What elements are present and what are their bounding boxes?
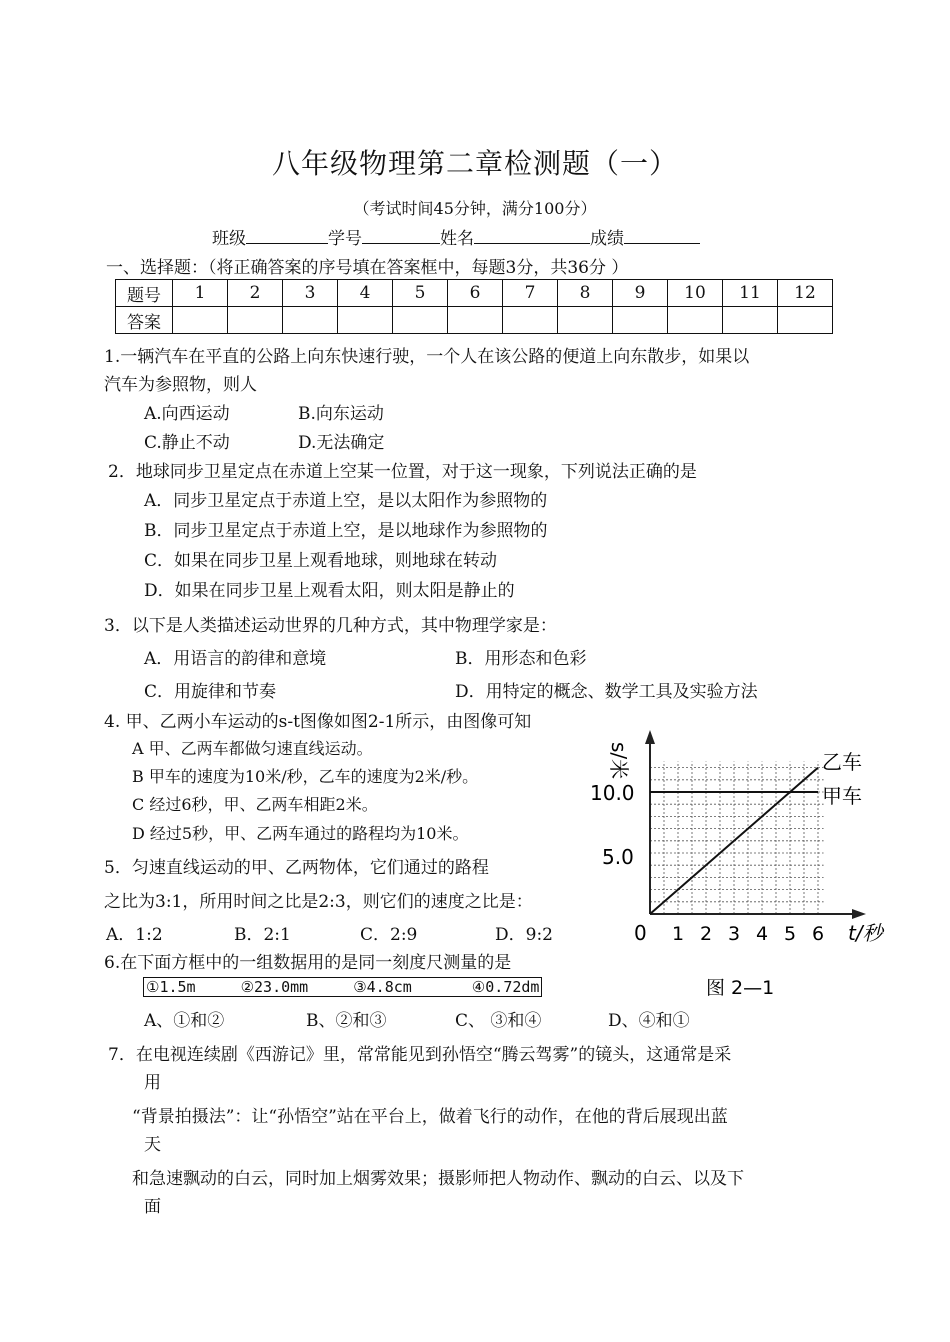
answer-cell[interactable] bbox=[393, 307, 448, 334]
number-cell: 3 bbox=[283, 280, 338, 307]
id-field[interactable] bbox=[362, 227, 440, 244]
row-label: 题号 bbox=[116, 280, 173, 307]
q3-stem: 3．以下是人类描述运动世界的几种方式，其中物理学家是： bbox=[104, 616, 557, 636]
q5-option-c: C．2:9 bbox=[360, 925, 418, 945]
answer-cell[interactable] bbox=[503, 307, 558, 334]
row-label: 答案 bbox=[116, 307, 173, 334]
q5-option-b: B．2:1 bbox=[234, 925, 291, 945]
y-axis-label: s/米 bbox=[607, 742, 631, 780]
number-cell: 5 bbox=[393, 280, 448, 307]
x-axis-arrow bbox=[852, 909, 866, 919]
number-cell: 4 bbox=[338, 280, 393, 307]
answer-cell[interactable] bbox=[338, 307, 393, 334]
answer-cell[interactable] bbox=[173, 307, 228, 334]
answer-cell[interactable] bbox=[778, 307, 833, 334]
y-tick-label: 5.0 bbox=[602, 845, 634, 869]
answer-cell[interactable] bbox=[228, 307, 283, 334]
q4-option-a: A 甲、乙两车都做匀速直线运动。 bbox=[132, 739, 373, 758]
q6-option-d: D、④和① bbox=[608, 1011, 690, 1031]
q5-stem-cont: 之比为3:1，所用时间之比是2:3，则它们的速度之比是： bbox=[104, 892, 533, 912]
q6-option-a: A、①和② bbox=[144, 1011, 225, 1031]
q1-option-d: D.无法确定 bbox=[298, 433, 385, 453]
number-cell: 9 bbox=[613, 280, 668, 307]
x-tick-label: 1 bbox=[672, 923, 685, 945]
q1-option-b: B.向东运动 bbox=[298, 404, 384, 424]
q4-option-b: B 甲车的速度为10米/秒，乙车的速度为2米/秒。 bbox=[132, 767, 479, 786]
q1-stem-cont: 汽车为参照物，则人 bbox=[104, 375, 257, 395]
student-info-row bbox=[212, 224, 700, 249]
class-field[interactable] bbox=[246, 227, 328, 244]
q7-line3: 和急速飘动的白云，同时加上烟雾效果；摄影师把人物动作、飘动的白云、以及下 bbox=[132, 1169, 744, 1189]
number-cell: 11 bbox=[723, 280, 778, 307]
answer-cell[interactable] bbox=[283, 307, 338, 334]
answer-cell[interactable] bbox=[613, 307, 668, 334]
q7-line3-wrap: 面 bbox=[144, 1197, 161, 1217]
y-tick-label: 10.0 bbox=[590, 781, 635, 805]
number-cell: 10 bbox=[668, 280, 723, 307]
answer-cell[interactable] bbox=[723, 307, 778, 334]
table-row bbox=[116, 307, 833, 334]
exam-info: （考试时间45分钟，满分100分） bbox=[353, 199, 597, 218]
q5-option-a: A．1:2 bbox=[106, 925, 163, 945]
x-tick-label: 2 bbox=[700, 923, 713, 945]
answer-cell[interactable] bbox=[558, 307, 613, 334]
q7-line1-wrap: 用 bbox=[144, 1073, 161, 1093]
page-title: 八年级物理第二章检测题（一） bbox=[271, 147, 678, 180]
q1-option-c: C.静止不动 bbox=[144, 433, 230, 453]
name-label: 姓名 bbox=[440, 229, 474, 249]
q1-stem: 1.一辆汽车在平直的公路上向东快速行驶，一个人在该公路的便道上向东散步，如果以 bbox=[104, 347, 750, 367]
q7-line2-wrap: 天 bbox=[144, 1135, 161, 1155]
number-cell: 8 bbox=[558, 280, 613, 307]
q3-option-b: B．用形态和色彩 bbox=[455, 649, 587, 669]
section-heading: 一、选择题：（将正确答案的序号填在答案框中，每题3分，共36分 ） bbox=[106, 258, 629, 278]
q4-stem: 4. 甲、乙两小车运动的s-t图像如图2-1所示，由图像可知 bbox=[104, 712, 532, 732]
series-label-yi: 乙车 bbox=[822, 750, 862, 774]
st-graph bbox=[590, 728, 920, 1008]
q4-option-c: C 经过6秒，甲、乙两车相距2米。 bbox=[132, 795, 378, 814]
origin-label: 0 bbox=[634, 921, 647, 945]
x-tick-label: 6 bbox=[812, 923, 825, 945]
q6-box-text: ①1.5m ②23.0mm ③4.8cm ④0.72dm bbox=[143, 977, 542, 997]
q4-option-d: D 经过5秒，甲、乙两车通过的路程均为10米。 bbox=[132, 824, 469, 843]
answer-cell[interactable] bbox=[668, 307, 723, 334]
q6-stem: 6.在下面方框中的一组数据用的是同一刻度尺测量的是 bbox=[104, 953, 512, 973]
name-field[interactable] bbox=[474, 227, 590, 244]
number-cell: 2 bbox=[228, 280, 283, 307]
q2-stem: 2．地球同步卫星定点在赤道上空某一位置，对于这一现象，下列说法正确的是 bbox=[108, 462, 697, 482]
number-cell: 1 bbox=[173, 280, 228, 307]
x-axis-label: t/秒 bbox=[848, 921, 883, 945]
q2-option-d: D．如果在同步卫星上观看太阳，则太阳是静止的 bbox=[144, 581, 515, 601]
x-tick-label: 5 bbox=[784, 923, 797, 945]
q7-line1: 7．在电视连续剧《西游记》里，常常能见到孙悟空“腾云驾雾”的镜头，这通常是采 bbox=[108, 1045, 732, 1065]
number-cell: 7 bbox=[503, 280, 558, 307]
id-label: 学号 bbox=[328, 229, 362, 249]
answer-table bbox=[115, 279, 833, 334]
answer-cell[interactable] bbox=[448, 307, 503, 334]
q5-option-d: D．9:2 bbox=[495, 925, 553, 945]
number-cell: 12 bbox=[778, 280, 833, 307]
q6-option-c: C、 ③和④ bbox=[455, 1011, 542, 1031]
q5-stem: 5．匀速直线运动的甲、乙两物体，它们通过的路程 bbox=[104, 858, 489, 878]
class-label: 班级 bbox=[212, 229, 246, 249]
figure-caption: 图 2—1 bbox=[706, 977, 775, 999]
score-label: 成绩 bbox=[590, 229, 624, 249]
q2-option-a: A．同步卫星定点于赤道上空，是以太阳作为参照物的 bbox=[144, 491, 548, 511]
number-cell: 6 bbox=[448, 280, 503, 307]
table-row bbox=[116, 280, 833, 307]
q7-line2: “背景拍摄法”：让“孙悟空”站在平台上，做着飞行的动作，在他的背后展现出蓝 bbox=[132, 1107, 728, 1127]
x-tick-label: 3 bbox=[728, 923, 741, 945]
q1-option-a: A.向西运动 bbox=[144, 404, 230, 424]
x-tick-label: 4 bbox=[756, 923, 769, 945]
q3-option-d: D．用特定的概念、数学工具及实验方法 bbox=[455, 682, 758, 702]
q3-option-a: A．用语言的韵律和意境 bbox=[144, 649, 327, 669]
q3-option-c: C．用旋律和节奏 bbox=[144, 682, 277, 702]
y-axis-arrow bbox=[645, 730, 655, 744]
score-field[interactable] bbox=[624, 227, 700, 244]
series-label-jia: 甲车 bbox=[822, 784, 862, 808]
q2-option-c: C．如果在同步卫星上观看地球，则地球在转动 bbox=[144, 551, 498, 571]
q6-option-b: B、②和③ bbox=[306, 1011, 387, 1031]
q2-option-b: B．同步卫星定点于赤道上空，是以地球作为参照物的 bbox=[144, 521, 548, 541]
q6-data-box bbox=[143, 976, 542, 997]
